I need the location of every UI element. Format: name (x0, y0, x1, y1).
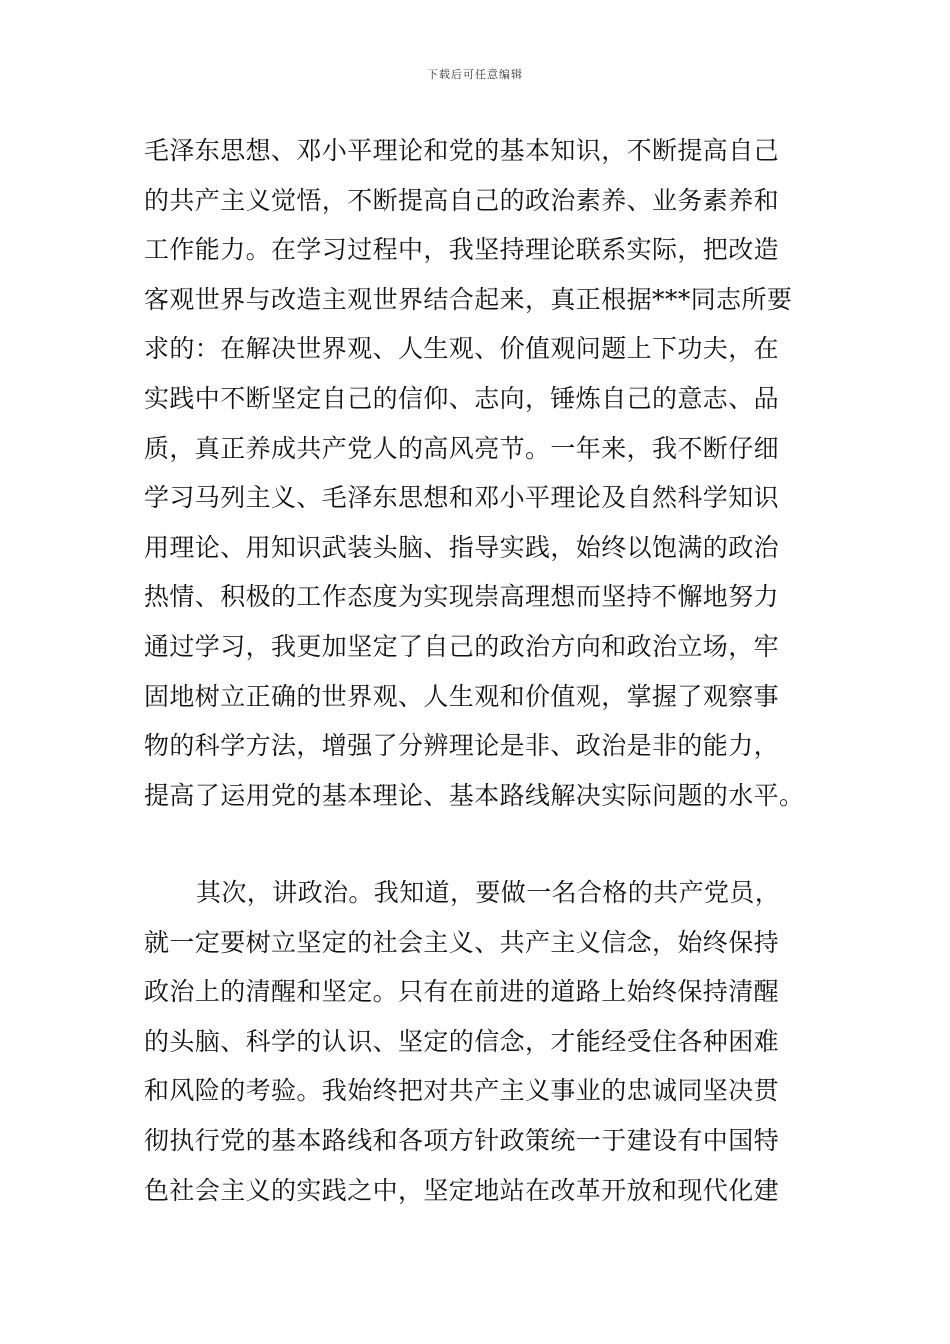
paragraph-2 (144, 868, 814, 1215)
text-line: 的头脑、科学的认识、坚定的信念，才能经受住各种困难 (144, 1026, 780, 1056)
text-line: 物的科学方法，增强了分辨理论是非、政治是非的能力， (144, 731, 780, 761)
text-line: 政治上的清醒和坚定。只有在前进的道路上始终保持清醒 (144, 977, 780, 1007)
text-line: 就一定要树立坚定的社会主义、共产主义信念，始终保持 (144, 927, 780, 957)
text-line: 彻执行党的基本路线和各项方针政策统一于建设有中国特 (144, 1125, 780, 1155)
text-line: 提高了运用党的基本理论、基本路线解决实际问题的水平。 (144, 780, 805, 810)
text-line: 毛泽东思想、邓小平理论和党的基本知识，不断提高自己 (144, 136, 780, 165)
text-line: 质，真正养成共产党人的高风亮节。一年来，我不断仔细 (144, 433, 780, 463)
text-line: 其次，讲政治。我知道，要做一名合格的共产党员， (196, 878, 781, 907)
text-line: 的共产主义觉悟，不断提高自己的政治素养、业务素养和 (144, 185, 780, 215)
text-line: 工作能力。在学习过程中，我坚持理论联系实际，把改造 (144, 235, 780, 265)
text-line: 学习马列主义、毛泽东思想和邓小平理论及自然科学知识 (144, 483, 780, 513)
text-line: 通过学习，我更加坚定了自己的政治方向和政治立场，牢 (144, 631, 780, 661)
text-line: 和风险的考验。我始终把对共产主义事业的忠诚同坚决贯 (144, 1076, 780, 1106)
text-line: 客观世界与改造主观世界结合起来，真正根据***同志所要 (144, 284, 793, 314)
page-header: 下载后可任意编辑 (427, 68, 523, 81)
text-line: 色社会主义的实践之中，坚定地站在改革开放和现代化建 (144, 1175, 780, 1205)
text-line: 热情、积极的工作态度为实现崇高理想而坚持不懈地努力 (144, 582, 780, 612)
text-line: 实践中不断坚定自己的信仰、志向，锤炼自己的意志、品 (144, 383, 780, 413)
text-line: 求的：在解决世界观、人生观、价值观问题上下功夫，在 (144, 334, 780, 364)
text-line: 用理论、用知识武装头脑、指导实践，始终以饱满的政治 (144, 532, 780, 562)
paragraph-1 (144, 126, 814, 820)
text-line: 固地树立正确的世界观、人生观和价值观，掌握了观察事 (144, 681, 780, 711)
